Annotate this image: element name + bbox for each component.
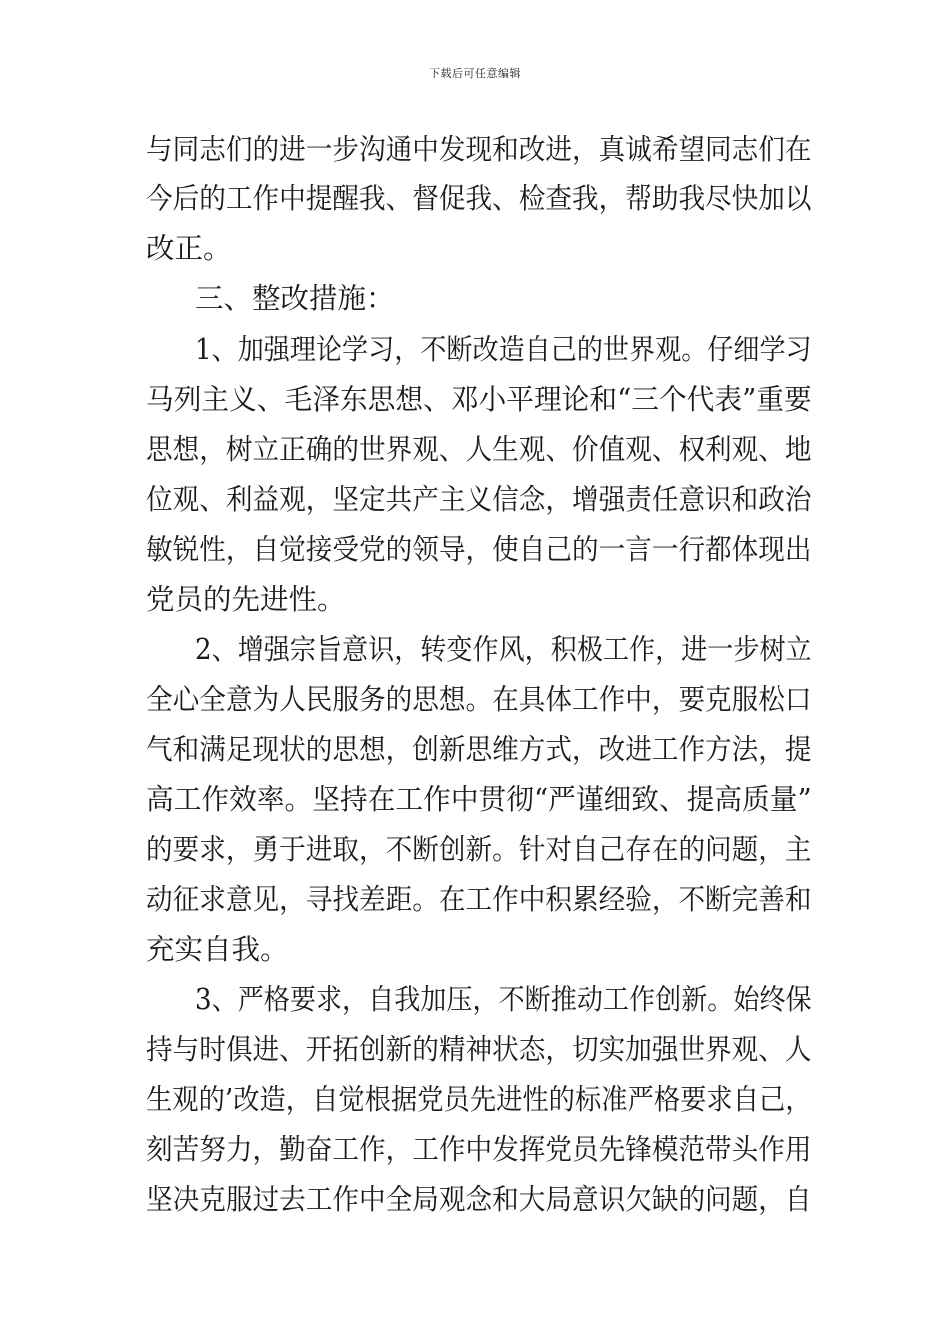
paragraph-line: 生观的’改造，自觉根据党员先进性的标准严格要求自己， bbox=[146, 1083, 812, 1116]
paragraph-line: 充实自我。 bbox=[146, 933, 289, 966]
paragraph-line: 思想，树立正确的世界观、人生观、价值观、权利观、地 bbox=[146, 433, 812, 466]
paragraph-line: 全心全意为人民服务的思想。在具体工作中，要克服松口 bbox=[146, 683, 812, 716]
paragraph-line: 与同志们的进一步沟通中发现和改进，真诚希望同志们在 bbox=[146, 133, 812, 166]
paragraph-line: 的要求，勇于进取，不断创新。针对自己存在的问题，主 bbox=[146, 833, 812, 866]
paragraph-line: 3、严格要求，自我加压，不断推动工作创新。始终保 bbox=[195, 983, 812, 1016]
paragraph-line: 党员的先进性。 bbox=[146, 583, 346, 616]
paragraph-line: 气和满足现状的思想，创新思维方式，改进工作方法，提 bbox=[146, 733, 812, 766]
paragraph-line: 刻苦努力，勤奋工作，工作中发挥党员先锋模范带头作用 bbox=[146, 1133, 812, 1166]
paragraph-line: 1、加强理论学习，不断改造自己的世界观。仔细学习 bbox=[195, 333, 812, 366]
paragraph-line: 持与时俱进、开拓创新的精神状态，切实加强世界观、人 bbox=[146, 1033, 812, 1066]
paragraph-line: 今后的工作中提醒我、督促我、检查我，帮助我尽快加以 bbox=[146, 182, 812, 215]
paragraph-line: 坚决克服过去工作中全局观念和大局意识欠缺的问题，自 bbox=[146, 1183, 812, 1216]
paragraph-line: 位观、利益观，坚定共产主义信念，增强责任意识和政治 bbox=[146, 483, 812, 516]
paragraph-line: 改正。 bbox=[146, 232, 232, 265]
paragraph-line: 马列主义、毛泽东思想、邓小平理论和“三个代表”重要 bbox=[146, 383, 812, 416]
paragraph-line: 敏锐性，自觉接受党的领导，使自己的一言一行都体现出 bbox=[146, 533, 812, 566]
paragraph-line: 高工作效率。坚持在工作中贯彻“严谨细致、提高质量” bbox=[146, 783, 812, 816]
page-header: 下载后可任意编辑 bbox=[429, 67, 521, 80]
paragraph-line: 2、增强宗旨意识，转变作风，积极工作，进一步树立 bbox=[195, 633, 812, 666]
section-heading: 三、整改措施： bbox=[195, 282, 395, 315]
paragraph-line: 动征求意见，寻找差距。在工作中积累经验，不断完善和 bbox=[146, 883, 812, 916]
